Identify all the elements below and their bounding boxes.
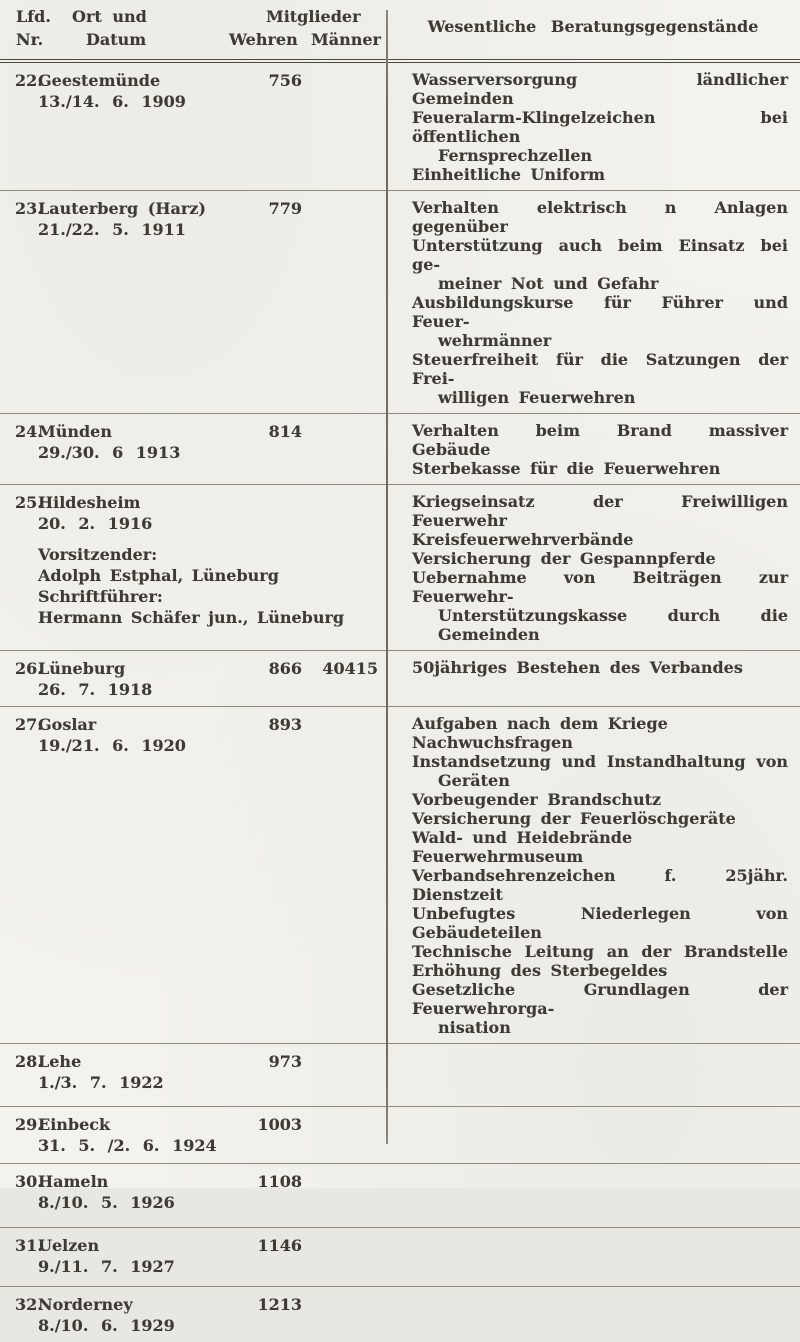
row-place: Hildesheim [38, 493, 141, 512]
table-row [0, 1163, 800, 1227]
table-row [0, 413, 800, 484]
row-left-cell [0, 1235, 386, 1280]
place-date-cell [38, 1171, 240, 1213]
table-row [0, 1106, 800, 1163]
topic-line: Kreisfeuerwehrverbände [412, 530, 634, 549]
row-date: 13./14. 6. 1909 [38, 92, 186, 111]
row-date: 9./11. 7. 1927 [38, 1257, 175, 1276]
topic-line: Verhalten beim Brand massiver Gebäude [412, 421, 788, 459]
row-date: 29./30. 6 1913 [38, 443, 181, 462]
header-wehren-label: Wehren [229, 30, 298, 49]
table-row [0, 1286, 800, 1342]
topics-cell [386, 714, 800, 1037]
row-date: 8./10. 6. 1929 [38, 1316, 175, 1335]
topic-line: Nachwuchsfragen [412, 733, 573, 752]
topic-line: Unbefugtes Niederlegen von Gebäudeteilen [412, 904, 788, 942]
wehren-value: 893 [268, 715, 302, 734]
official-line: Adolph Estphal, Lüneburg [38, 566, 279, 585]
topic-line: wehrmänner [438, 331, 552, 350]
row-number: 32. [15, 1295, 43, 1314]
topic-line: Unterstützung auch beim Einsatz bei ge- [412, 236, 788, 274]
table-header [0, 0, 800, 63]
wehren-value: 1108 [257, 1172, 302, 1191]
topics-cell [386, 1235, 800, 1280]
row-number: 22. [15, 71, 43, 90]
topic-line: Unterstützungskasse durch die Gemeinden [438, 606, 788, 644]
row-left-cell [0, 714, 386, 1037]
topics-cell [386, 1171, 800, 1221]
wehren-value: 756 [268, 71, 302, 90]
topics-cell [386, 421, 800, 478]
topics-cell [386, 70, 800, 184]
wehren-value: 779 [268, 199, 302, 218]
topics-cell [386, 1294, 800, 1336]
wehren-value: 814 [268, 422, 302, 441]
topic-line: Erhöhung des Sterbegeldes [412, 961, 668, 980]
row-left-cell [0, 421, 386, 478]
row-number: 29. [15, 1115, 43, 1134]
row-place: Geestemünde [38, 71, 161, 90]
topics-cell [386, 658, 800, 700]
topic-line: Technische Leitung an der Brandstelle [412, 942, 788, 961]
place-date-cell [38, 714, 240, 756]
table-row [0, 650, 800, 706]
row-left-cell [0, 658, 386, 700]
topic-line: Feueralarm-Klingelzeichen bei öffentlichen [412, 108, 788, 146]
wehren-value: 973 [268, 1052, 302, 1071]
row-date: 8./10. 5. 1926 [38, 1193, 175, 1212]
row-date: 1./3. 7. 1922 [38, 1073, 164, 1092]
topic-line: Vorbeugender Brandschutz [412, 790, 662, 809]
official-line: Hermann Schäfer jun., Lüneburg [38, 608, 345, 627]
header-topics-label: Wesentliche Beratungsgegenstände [427, 17, 759, 36]
row-number: 24. [15, 422, 43, 441]
wehren-value: 1146 [257, 1236, 302, 1255]
topic-line: Wasserversorgung ländlicher Gemeinden [412, 70, 788, 108]
column-divider-line [386, 10, 388, 1144]
row-place: Hameln [38, 1172, 109, 1191]
topic-line: Kriegseinsatz der Freiwilligen Feuerwehr [412, 492, 788, 530]
place-date-cell [38, 198, 240, 240]
table-row [0, 1043, 800, 1106]
topic-line: Sterbekasse für die Feuerwehren [412, 459, 721, 478]
topic-line: meiner Not und Gefahr [438, 274, 659, 293]
row-place: Uelzen [38, 1236, 100, 1255]
row-number: 28. [15, 1052, 43, 1071]
header-maenner-label: Männer [311, 30, 381, 49]
row-number: 25. [15, 493, 43, 512]
topic-line: Versicherung der Feuerlöschgeräte [412, 809, 736, 828]
table-row [0, 190, 800, 413]
row-left-cell [0, 492, 386, 644]
table-row [0, 1227, 800, 1286]
header-ort-label: Ort und [72, 7, 147, 26]
row-number: 27. [15, 715, 43, 734]
topics-cell [386, 198, 800, 407]
row-left-cell [0, 70, 386, 184]
header-mitglieder-label: Mitglieder [266, 7, 361, 26]
row-date: 21./22. 5. 1911 [38, 220, 186, 239]
table-row [0, 706, 800, 1043]
header-datum-label: Datum [86, 30, 147, 49]
topic-line: Verbandsehrenzeichen f. 25jähr. Dienstzeit [412, 866, 788, 904]
place-date-cell [38, 421, 240, 463]
place-date-cell [38, 1294, 240, 1336]
row-left-cell [0, 198, 386, 407]
row-date: 26. 7. 1918 [38, 680, 153, 699]
row-left-cell [0, 1171, 386, 1221]
topic-line: 50jähriges Bestehen des Verbandes [412, 658, 743, 677]
row-place: Münden [38, 422, 112, 441]
topic-line: Instandsetzung und Instandhaltung von [412, 752, 788, 771]
officials-block [38, 544, 345, 628]
row-number: 31. [15, 1236, 43, 1255]
topics-cell [386, 1114, 800, 1157]
row-place: Einbeck [38, 1115, 111, 1134]
header-nr-label: Nr. [16, 30, 44, 49]
wehren-value: 1003 [257, 1115, 302, 1134]
topic-line: nisation [438, 1018, 511, 1037]
topic-line: Wald- und Heidebrände [412, 828, 633, 847]
topic-line: Geräten [438, 771, 510, 790]
topic-line: Uebernahme von Beiträgen zur Feuerwehr- [412, 568, 788, 606]
wehren-value: 866 [268, 659, 302, 678]
topic-line: willigen Feuerwehren [438, 388, 636, 407]
place-date-cell [38, 492, 345, 628]
row-left-cell [0, 1294, 386, 1336]
topic-line: Aufgaben nach dem Kriege [412, 714, 668, 733]
topic-line: Einheitliche Uniform [412, 165, 606, 184]
topic-line: Steuerfreiheit für die Satzungen der Frei- [412, 350, 788, 388]
place-date-cell [38, 1235, 240, 1277]
row-left-cell [0, 1114, 386, 1157]
topic-line: Ausbildungskurse für Führer und Feuer- [412, 293, 788, 331]
row-place: Goslar [38, 715, 97, 734]
row-date: 20. 2. 1916 [38, 514, 153, 533]
table-row [0, 63, 800, 190]
topics-cell [386, 492, 800, 644]
topic-line: Fernsprechzellen [438, 146, 593, 165]
row-number: 30. [15, 1172, 43, 1191]
place-date-cell [38, 1051, 240, 1093]
place-date-cell [38, 70, 240, 112]
row-place: Lauterberg (Harz) [38, 199, 206, 218]
row-place: Lüneburg [38, 659, 126, 678]
official-line: Schriftführer: [38, 587, 163, 606]
topic-line: Versicherung der Gespannpferde [412, 549, 716, 568]
topic-line: Gesetzliche Grundlagen der Feuerwehrorga- [412, 980, 788, 1018]
row-place: Lehe [38, 1052, 82, 1071]
row-date: 31. 5. /2. 6. 1924 [38, 1136, 217, 1155]
official-line: Vorsitzender: [38, 545, 158, 564]
row-number: 23. [15, 199, 43, 218]
topic-line: Feuerwehrmuseum [412, 847, 584, 866]
table-body [0, 63, 800, 1342]
place-date-cell [38, 658, 240, 700]
topic-line: Verhalten elektrisch n Anlagen gegenüber [412, 198, 788, 236]
row-number: 26. [15, 659, 43, 678]
topics-cell [386, 1051, 800, 1100]
wehren-value: 1213 [257, 1295, 302, 1314]
maenner-value: 40415 [322, 659, 378, 678]
row-left-cell [0, 1051, 386, 1100]
row-date: 19./21. 6. 1920 [38, 736, 186, 755]
header-lfd-label: Lfd. [16, 7, 51, 26]
table-row [0, 484, 800, 650]
row-place: Norderney [38, 1295, 133, 1314]
place-date-cell [38, 1114, 240, 1156]
